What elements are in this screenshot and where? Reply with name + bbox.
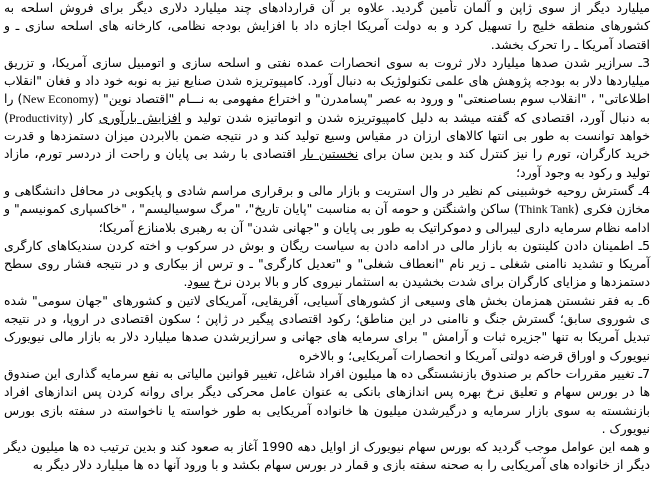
- text-segment: 5ـ اطمینان دادن کلینتون به بازار مالی در ادامه دادن به سیاست ریگان و بوش در سرکوب و اخته کردن سندیکاهای کارگری آمریکا و تشدید ناامنی شغلی ـ زیر نام "انعطاف شغلی" و "تعدیل کارگری" ـ و ترس از بیکاری و در نتیجه فشار روی سطح دستمزدها و مزایای کارگران برای شدت بخشیدن به استثمار نیروی کار و بالا بردن نرخ: [4, 237, 650, 290]
- text-segment: ) را به دنبال آورد، اقتصادی که گفته میشد به دلیل کامپیوتریزه شدن و اتوماتیزه شدن تولید و: [4, 91, 650, 125]
- text-segment: و همه این عوامل موجب گردید که بورس سهام نیویورک از اوایل دهه 1990 آغاز به صعود کند و بدین ترتیب ده ها میلیون دیگر دیگر از خانواده های آمریکایی را به صحنه سفته بازی و قمار در بورس سهام بکشد و با ورود آنها ده ها میلیارد دلار دیگر به: [4, 439, 650, 473]
- text-segment: ) ساکن واشنگتن و حومه آن به مناسبت "پایان تاریخ"، "مرگ سوسیالیسم" ، "خاکسپاری کمونیسم" و ادامه نظام سرمایه داری لیبرالی و دموکراتیک به طور بی پایان و "جهانی شدن" آن به رهبری بلامنازع آمریکا؛: [4, 201, 650, 235]
- underlined-text: سود: [187, 274, 210, 290]
- text-segment: کار (: [68, 109, 99, 125]
- text-segment: اقتصادی با رشد بی پایان و راحت از دردسر تورم، مازاد تولید و رکود به وجود آورد؛: [4, 146, 650, 180]
- paragraph-p3: [4, 54, 650, 182]
- paragraph-p8: [4, 438, 650, 475]
- paragraph-p0: [4, 0, 650, 54]
- text-segment: 6ـ به فقر نشستن همزمان بخش های وسیعی از کشورهای آسیایی، آفریقایی، آمریکای لاتین و کشورهای "جهان سومی" شده ی شوروی سابق؛ گسترش جنگ و ناامنی در این مناطق؛ رکود اقتصادی پیگیر در ژاپن ؛ سکون اقتصادی در اروپا، و در نتیجه تبدیل آمریکا به تنها "جزیره ثبات و آرامش " برای سرمایه های جهانی و سرازیرشدن صدها میلیارد دلار به بازار مالی نیویورک نیویورک و اوراق قرضه دولتی آمریکا و انحصارات آمریکایی؛ و بالاخره: [4, 292, 650, 363]
- text-segment: .: [183, 274, 188, 290]
- latin-term: Think Tank: [518, 202, 575, 217]
- paragraph-p4: [4, 182, 650, 237]
- paragraph-p6: [4, 292, 650, 365]
- latin-term: Productivity: [8, 110, 69, 125]
- latin-term: New Economy: [22, 92, 95, 107]
- text-segment: 3ـ سرازیر شدن صدها میلیارد دلار ثروت به سوی انحصارات عمده نفتی و اسلحه سازی و اتومبیل سازی آمریکا، و تزریق میلیاردها دلار به بودجه پژوهش های علمی تکنولوژیک به دنبال آورد. کامپیوتریزه شدن صنایع نیز به نوبه خود داد و فغان "انقلاب اطلاعاتی" ، "انقلاب سوم بساصنعتی" و ورود به عصر "پسامدرن" و اختراع مفهومی به نـــام "اقتصاد نوین" (: [4, 54, 651, 107]
- paragraph-p7: [4, 365, 650, 438]
- text-segment: میلیارد دیگر از سوی ژاپن و آلمان تأمین گردید. علاوه بر آن قراردادهای چند میلیارد دلاری دیگر برای فروش اسلحه به کشورهای منطقه خلیج را تسهیل کرد و به دولت آمریکا اجازه داد با افزایش بودجه نظامی، کارخانه های اسلحه سازی ـ و اقتصاد آمریکا ـ را تحرک بخشد.: [4, 0, 650, 52]
- text-segment: 7ـ تغییر مقررات حاکم بر صندوق بازنشستگی ده ها میلیون افراد شاغل، تغییر قوانین مالیاتی به نفع سرمایه گذاری این صندوق ها در بورس سهام و تعلیق نرخ بهره پس اندازهای بانکی به عنوان عامل محرکی دیگر برای روانه کردن پس اندازهای افراد بازنشسته به سوی بازار سرمایه و درگیرشدن میلیون ها خانواده آمریکایی به طور خواسته یا ناخواسته در سفته بازی بورس نیویورک .: [4, 365, 650, 436]
- text-segment: ) خواهد توانست به طور بی انتها کالاهای ارزان در مقیاس وسیع تولید کند و در نتیجه ضمن بالابردن میزان دستمزدها و قدرت خرید کارگران، تورم را نیز کنترل کند و بدین سان برای: [4, 109, 651, 162]
- text-segment: 4ـ گسترش روحیه خوشبینی کم نظیر در وال استریت و بازار مالی و برقراری مراسم شادی و پایکوبی در محافل دانشگاهی و مخازن فکری (: [4, 182, 650, 217]
- underlined-text: نخستین بار: [300, 146, 359, 162]
- underlined-text: افزایش بارآوری: [98, 109, 182, 125]
- paragraph-p5: [4, 237, 650, 292]
